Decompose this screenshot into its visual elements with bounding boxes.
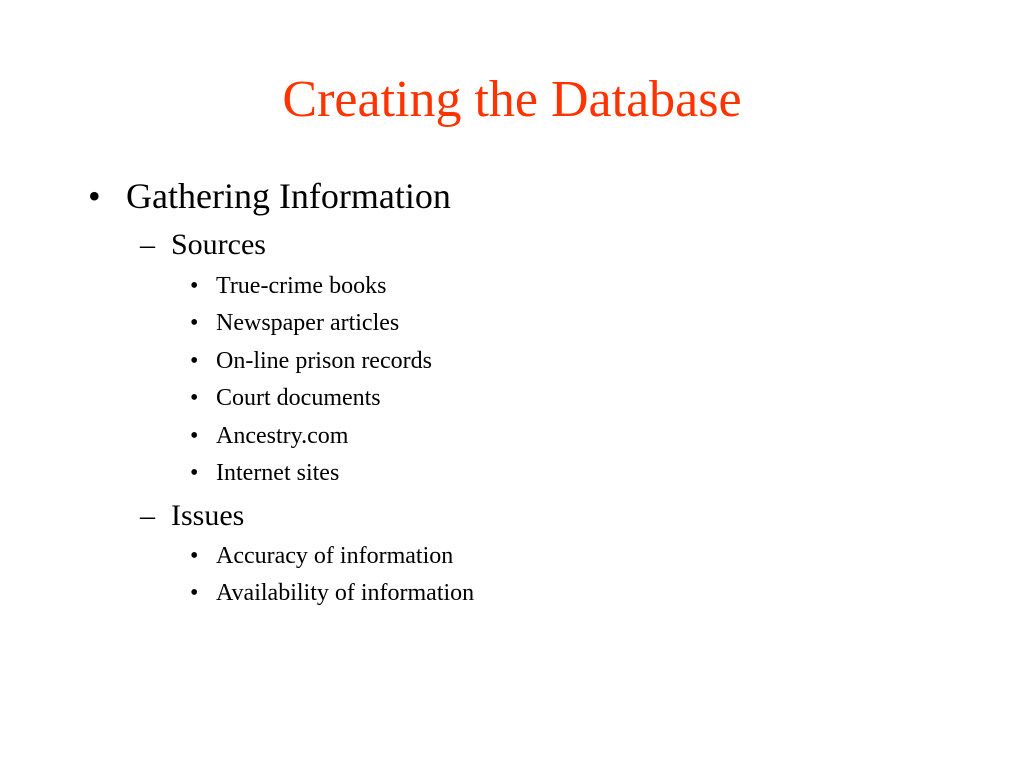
list-item-label: Ancestry.com xyxy=(216,423,349,449)
list-item-label: Court documents xyxy=(216,385,381,411)
bullet-icon: • xyxy=(88,176,101,216)
bullet-icon: • xyxy=(190,580,199,606)
dash-icon: – xyxy=(140,228,155,261)
slide-title: Creating the Database xyxy=(282,71,742,128)
sub-bullet-label: Issues xyxy=(171,499,245,532)
bullet-label: Gathering Information xyxy=(126,176,451,216)
bullet-icon: • xyxy=(190,385,199,411)
dash-icon: – xyxy=(140,499,155,532)
bullet-icon: • xyxy=(190,310,199,336)
list-item-label: Accuracy of information xyxy=(216,543,454,569)
bullet-icon: • xyxy=(190,423,199,449)
list-item-label: Availability of information xyxy=(216,580,475,606)
list-item-label: On-line prison records xyxy=(216,348,432,374)
list-item-label: Newspaper articles xyxy=(216,310,400,336)
sub-bullet-label: Sources xyxy=(171,228,266,261)
bullet-icon: • xyxy=(190,460,199,486)
bullet-icon: • xyxy=(190,273,199,299)
bullet-icon: • xyxy=(190,348,199,374)
list-item-label: True-crime books xyxy=(216,273,387,299)
bullet-icon: • xyxy=(190,543,199,569)
list-item-label: Internet sites xyxy=(216,460,340,486)
